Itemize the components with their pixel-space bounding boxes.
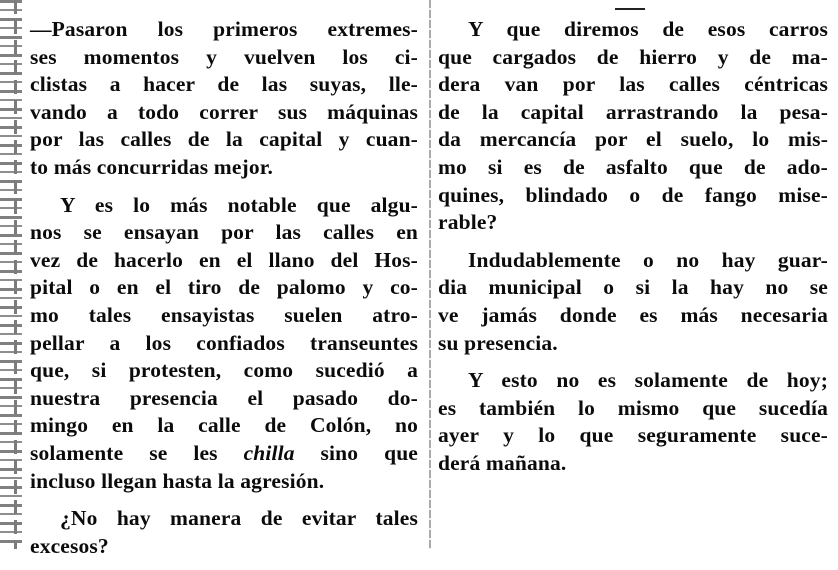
italic-word: chilla (243, 440, 295, 465)
text-line: vez de hacerlo en el llano del Hos- (30, 247, 418, 272)
text-line: derá mañana. (438, 450, 567, 475)
right-column (438, 16, 828, 488)
text-line: que, si protesten, como sucedió a (30, 358, 418, 383)
text-line: su presencia. (438, 330, 558, 355)
text-line: ¿No hay manera de evitar tales (60, 506, 418, 531)
text-line: —Pasaron los primeros extremes- (30, 17, 418, 41)
text-line: to más concurridas mejor. (30, 154, 274, 179)
text-line: Indudablemente o no hay guar- (468, 247, 828, 272)
text-line: pital o en el tiro de palomo y co- (30, 275, 418, 300)
text-line: rable? (438, 210, 498, 235)
text-line: ve jamás donde es más necesaria (438, 302, 828, 327)
text-line: pellar a los confiados transeuntes (30, 330, 418, 355)
text-line: vando a todo correr sus máquinas (30, 99, 418, 124)
text-line: dia municipal o si la hay no se (438, 275, 828, 300)
text-line: dera van por las calles céntricas (438, 72, 828, 97)
right-paragraph-3 (438, 367, 828, 477)
text-line: da mercancía por el suelo, lo mis- (438, 127, 828, 152)
text-line: Y es lo más notable que algu- (60, 192, 418, 217)
right-paragraph-1 (438, 16, 828, 237)
text-line: excesos? (30, 533, 109, 558)
text-line: incluso llegan hasta la agresión. (30, 468, 325, 493)
left-column (30, 16, 418, 570)
text-run: solamente se les (30, 440, 244, 465)
left-paragraph-1 (30, 16, 418, 182)
text-line: mingo en la calle de Colón, no (30, 413, 418, 438)
text-line: quines, blindado o de fango mise- (438, 182, 828, 207)
text-line: por las calles de la capital y cuan- (30, 127, 418, 152)
text-line: nos se ensayan por las calles en (30, 220, 418, 245)
text-line: de la capital arrastrando la pesa- (438, 99, 828, 124)
text-line: mo tales ensayistas suelen atro- (30, 302, 418, 327)
left-paragraph-2 (30, 192, 418, 496)
text-line: ses momentos y vuelven los ci- (30, 44, 418, 69)
scan-edge-left (0, 0, 22, 549)
text-line: mo si es de asfalto que de ado- (438, 154, 828, 179)
text-line-with-italic (30, 440, 418, 468)
text-line: que cargados de hierro y de ma- (438, 44, 828, 69)
column-top-dash (615, 8, 645, 10)
text-run: sino que (294, 440, 419, 465)
text-line: nuestra presencia el pasado do- (30, 385, 418, 410)
text-line: clistas a hacer de las suyas, lle- (30, 72, 418, 97)
text-line: Y esto no es solamente de hoy; (468, 368, 828, 393)
text-line: ayer y lo que seguramente suce- (438, 423, 828, 448)
column-divider (429, 0, 431, 549)
right-paragraph-2 (438, 247, 828, 357)
left-paragraph-3 (30, 505, 418, 560)
text-line: Y que diremos de esos carros (468, 17, 828, 41)
text-line: es también lo mismo que sucedía (438, 395, 828, 420)
